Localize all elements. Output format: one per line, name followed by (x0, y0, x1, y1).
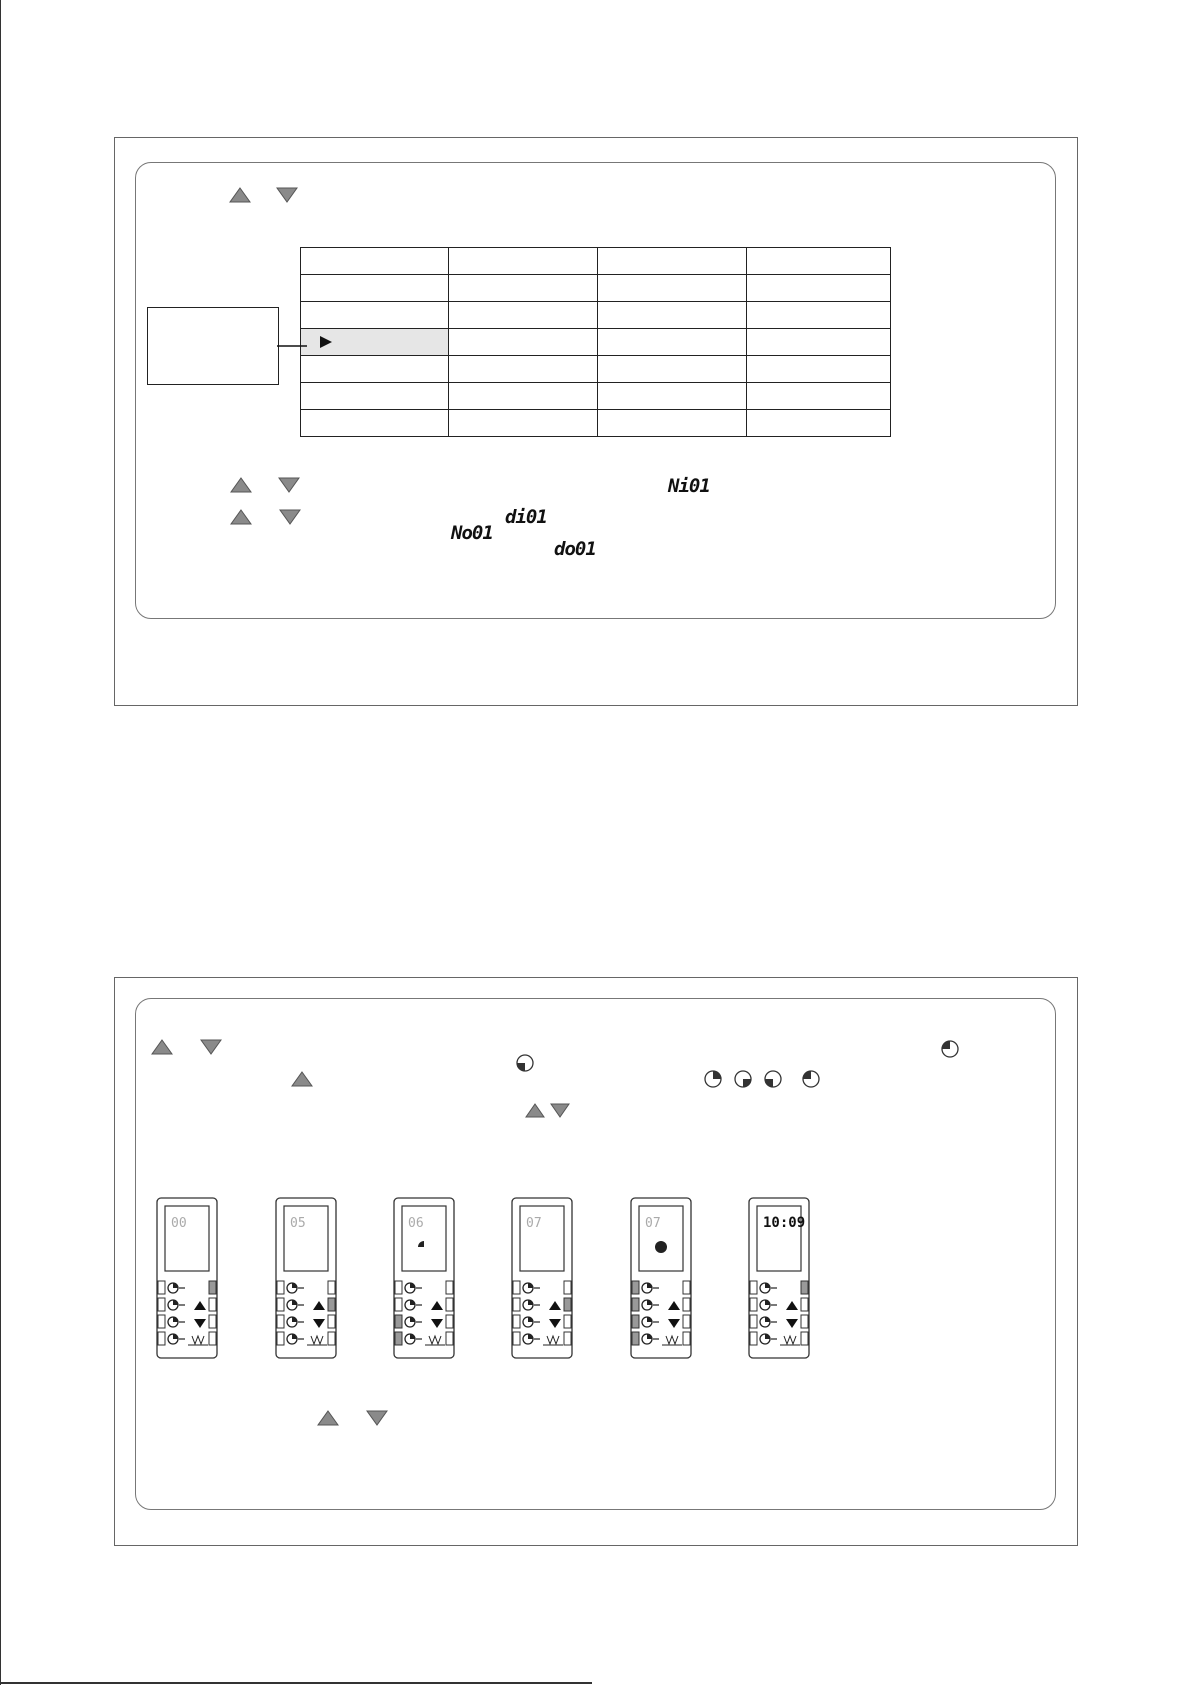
table-row (301, 356, 891, 383)
down-triangle-icon (279, 509, 301, 525)
remote-display-text: 10:09 (763, 1215, 806, 1231)
quarter-clock-icon (940, 1039, 960, 1059)
table-row (301, 248, 891, 275)
page-bottom-rule (0, 1682, 592, 1684)
lcd-code-di01: di01 (505, 506, 547, 528)
up-triangle-icon (229, 187, 251, 203)
remote-control (275, 1197, 337, 1359)
quarter-clock-icon (801, 1069, 821, 1089)
callout-box (147, 307, 279, 385)
timer-full-icon (655, 1241, 667, 1253)
quarter-clock-icon (763, 1069, 783, 1089)
row-pointer-icon (319, 335, 333, 349)
quarter-clock-icon (703, 1069, 723, 1089)
down-triangle-icon (366, 1410, 388, 1426)
remote-control (511, 1197, 573, 1359)
lcd-code-ni01: Ni01 (668, 475, 710, 497)
up-triangle-icon (291, 1071, 313, 1087)
remote-control (156, 1197, 218, 1359)
remote-control (630, 1197, 692, 1359)
quarter-clock-icon (515, 1053, 535, 1073)
table-row (301, 410, 891, 437)
page-edge-left (0, 0, 1, 1685)
remote-control (393, 1197, 455, 1359)
table-row (301, 383, 891, 410)
table-row-highlighted (301, 329, 891, 356)
quarter-clock-icon (733, 1069, 753, 1089)
down-triangle-icon (200, 1039, 222, 1055)
up-triangle-icon (230, 509, 252, 525)
remote-display-text: 06 (408, 1216, 424, 1231)
up-triangle-icon (317, 1410, 339, 1426)
bottom-inner-box (135, 998, 1056, 1510)
table-row (301, 302, 891, 329)
callout-arrow-icon (277, 340, 319, 352)
remote-control (748, 1197, 810, 1359)
lcd-code-do01: do01 (554, 538, 596, 560)
lcd-code-no01: No01 (451, 522, 493, 544)
up-triangle-icon (230, 477, 252, 493)
remote-display-text: 05 (290, 1216, 306, 1231)
up-triangle-icon (525, 1103, 545, 1118)
table-row (301, 275, 891, 302)
down-triangle-icon (550, 1103, 570, 1118)
remote-display-text: 00 (171, 1216, 187, 1231)
up-triangle-icon (151, 1039, 173, 1055)
remote-display-text: 07 (526, 1216, 542, 1231)
down-triangle-icon (278, 477, 300, 493)
down-triangle-icon (276, 187, 298, 203)
remote-display-text: 07 (645, 1216, 661, 1231)
setting-table (300, 247, 891, 437)
